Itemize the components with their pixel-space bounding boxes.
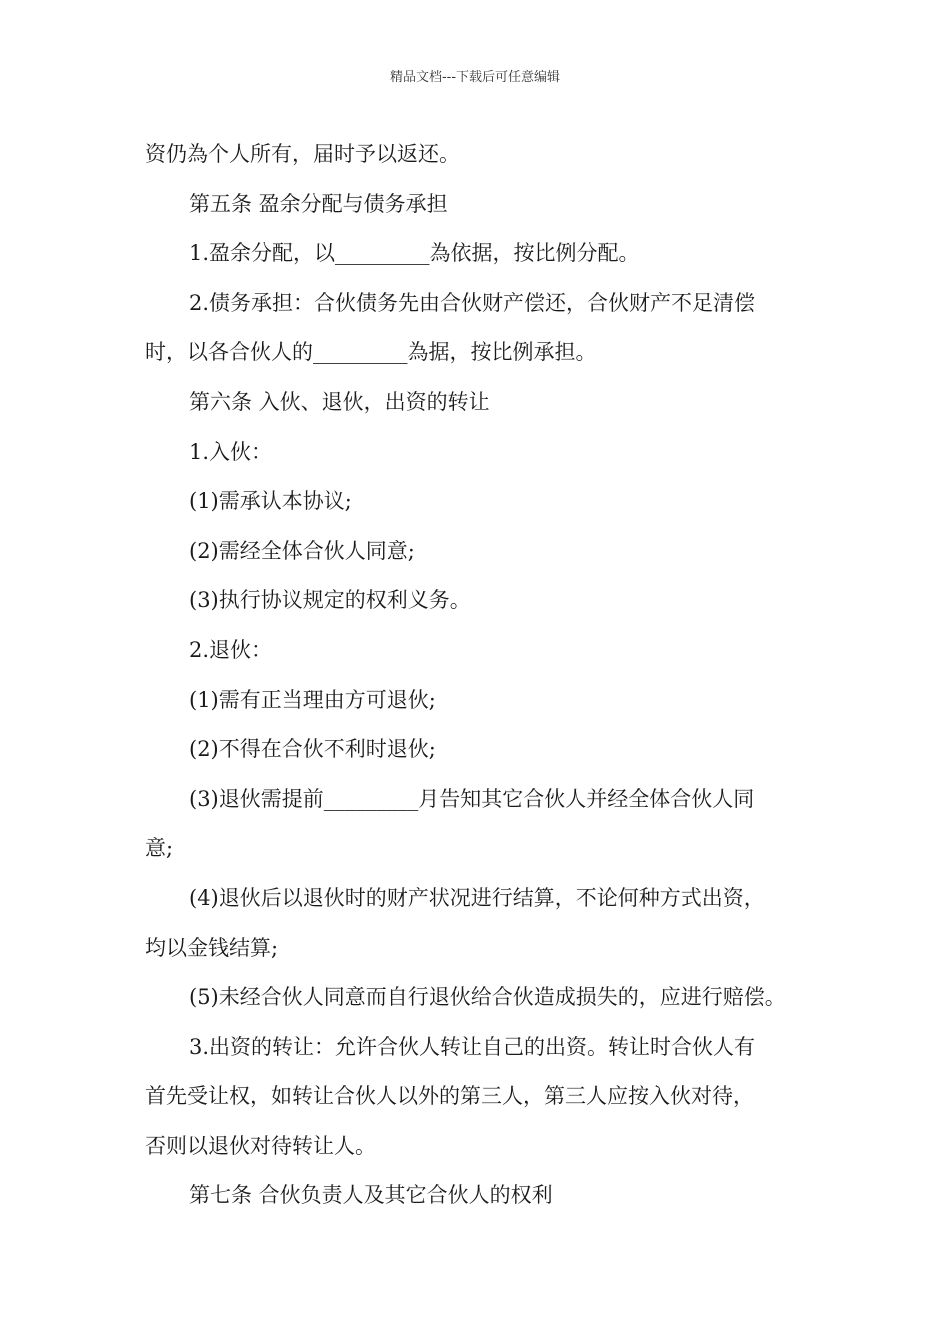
paragraph-line: 均以金钱结算;: [145, 935, 279, 960]
article-heading: 第五条 盈余分配与债务承担: [189, 191, 448, 216]
paragraph-line: 资仍為个人所有，届时予以返还。: [145, 142, 460, 166]
list-item: (1)需承认本协议;: [189, 489, 352, 514]
paragraph-line: 意;: [145, 836, 174, 861]
paragraph-line: 首先受让权，如转让合伙人以外的第三人，第三人应按入伙对待，: [145, 1084, 754, 1109]
list-item: (3)退伙需提前_________月告知其它合伙人并经全体合伙人同: [189, 786, 755, 811]
paragraph-line: 时，以各合伙人的_________為据，按比例承担。: [145, 340, 597, 365]
article-heading: 第七条 合伙负责人及其它合伙人的权利: [189, 1183, 553, 1208]
page-header: 精品文档---下载后可任意编辑: [389, 70, 561, 85]
article-heading: 第六条 入伙、退伙，出资的转让: [189, 389, 490, 414]
list-item: (1)需有正当理由方可退伙;: [189, 687, 436, 712]
paragraph-line: 2.债务承担：合伙债务先由合伙财产偿还，合伙财产不足清偿: [189, 290, 756, 315]
list-item: (3)执行协议规定的权利义务。: [189, 588, 471, 613]
document-body: [145, 130, 810, 1221]
paragraph-line: 1.盈余分配，以_________為依据，按比例分配。: [189, 241, 640, 266]
list-item: (4)退伙后以退伙时的财产状况进行结算，不论何种方式出资，: [189, 885, 765, 910]
paragraph-line: 否则以退伙对待转让人。: [145, 1133, 376, 1158]
list-item: (2)需经全体合伙人同意;: [189, 538, 415, 563]
paragraph-line: 1.入伙：: [189, 439, 273, 464]
paragraph-line: 3.出资的转让：允许合伙人转让自己的出资。转让时合伙人有: [189, 1034, 756, 1059]
list-item: (2)不得在合伙不利时退伙;: [189, 737, 436, 762]
paragraph-line: 2.退伙：: [189, 637, 273, 662]
list-item: (5)未经合伙人同意而自行退伙给合伙造成损失的，应进行赔偿。: [189, 985, 786, 1010]
